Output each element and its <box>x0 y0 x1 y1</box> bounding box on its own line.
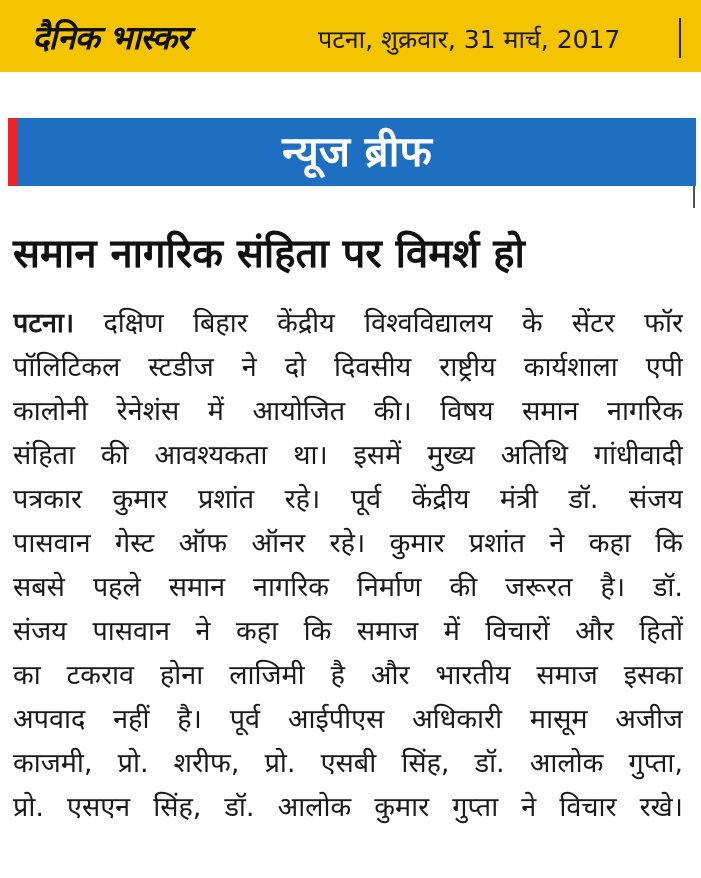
article-line: पटना। दक्षिण बिहार केंद्रीय विश्वविद्यालय के सेंटर फॉर <box>13 308 683 339</box>
article-body <box>13 302 683 830</box>
article-line: पासवान गेस्ट ऑफ ऑनर रहे। कुमार प्रशांत ने कहा कि <box>13 528 683 559</box>
article-line: प्रो. एसएन सिंह, डॉ. आलोक कुमार गुप्ता ने विचार रखे। <box>13 792 683 823</box>
section-title: न्यूज ब्रीफ <box>282 127 432 176</box>
article-line: पॉलिटिकल स्टडीज ने दो दिवसीय राष्ट्रीय कार्यशाला एपी <box>13 352 683 383</box>
newspaper-logo: दैनिक भास्कर <box>32 18 189 57</box>
masthead-divider <box>679 18 681 58</box>
article-headline: समान नागरिक संहिता पर विमर्श हो <box>13 231 525 277</box>
article-line: पत्रकार कुमार प्रशांत रहे। पूर्व केंद्रीय मंत्री डॉ. संजय <box>13 484 683 515</box>
article-dateline: पटना। <box>13 308 75 339</box>
masthead-bar <box>0 0 701 72</box>
article-line: सबसे पहले समान नागरिक निर्माण की जरूरत है। डॉ. <box>13 572 683 603</box>
article-line: का टकराव होना लाजिमी है और भारतीय समाज इसका <box>13 660 683 691</box>
article-line: कालोनी रेनेशंस में आयोजित की। विषय समान नागरिक <box>13 396 683 427</box>
article-line: काजमी, प्रो. शरीफ, प्रो. एसबी सिंह, डॉ. आलोक गुप्ता, <box>13 748 683 779</box>
section-band-accent <box>8 118 18 186</box>
article-line: संजय पासवान ने कहा कि समाज में विचारों और हितों <box>13 616 683 647</box>
issue-dateline: पटना, शुक्रवार, 31 मार्च, 2017 <box>318 25 621 54</box>
column-rule <box>693 186 695 208</box>
article-line: संहिता की आवश्यकता था। इसमें मुख्य अतिथि गांधीवादी <box>13 440 683 471</box>
article-line: अपवाद नहीं है। पूर्व आईपीएस अधिकारी मासूम अजीज <box>13 704 683 735</box>
